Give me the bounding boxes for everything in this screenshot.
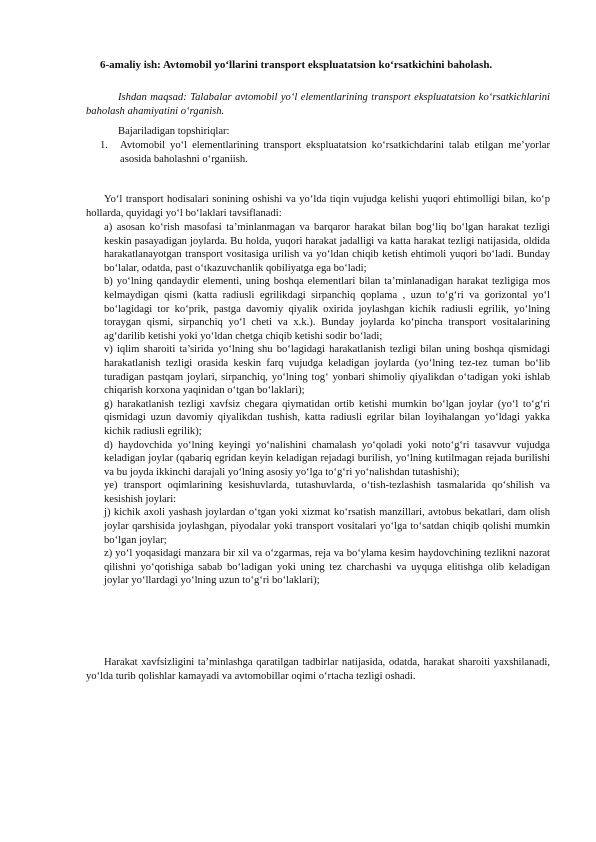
tasks-heading: Bajariladigan topshiriqlar: xyxy=(118,126,230,137)
goal-paragraph: Ishdan maqsad: Talabalar avtomobil yo‘l elementlarining transport ekspluatatsion ko‘rsatkichlarini baholash ahamiyatini o‘rganish. xyxy=(86,92,550,117)
list-item: v) iqlim sharoiti ta’sirida yo‘lning shu bo‘lagidagi harakatlanish tezligi bilan uning boshqa qismidagi harakatlanish tezligi orasida keskin farq vujudga keladigan joylarda (yo‘lning tez-tez tuman bo‘lib turadigan pastqam joylari, sirpanchiq, yo‘lning tog‘ yonbari shimoliy qiyalikdan o‘tadigan yoki ishlab chiqarish korxona yaqinidan o‘tgan bo‘laklari); xyxy=(104,344,550,397)
intro-paragraph: Yo‘l transport hodisalari sonining oshishi va yo‘lda tiqin vujudga kelishi yuqori ehtimolligi bilan, ko‘p hollarda, quyidagi yo‘l bo‘laklari tavsiflanadi: xyxy=(86,194,550,219)
task-text: Avtomobil yo‘l elementlarining transport ekspluatatsion ko‘rsatkichdarini talab etilgan me’yorlar asosida baholashni o‘rganiish. xyxy=(120,140,550,165)
list-item: g) harakatlanish tezligi xavfsiz chegara qiymatidan ortib ketishi mumkin bo‘lgan joylar (yo‘l to‘g‘ri qismidagi uzun davomiy qiyalikdan tushish, katta radiusli egrilar bilan loyihalangan yo‘ldagi yakka kichik radiusli egrilik); xyxy=(104,398,550,437)
hazard-list xyxy=(104,221,550,588)
list-item: a) asosan ko‘rish masofasi ta’minlanmagan va barqaror harakat bilan bog‘liq bo‘lgan harakat tezligi keskin pasayadigan joylarda. Bu holda, yuqori harakat jadalligi va katta harakat tezligi natijasida, oldida harakatlanayotgan transport vositasiga urilish va yo‘ldan chiqib ketish ehtimoli yuqori bo‘ladi. Bunday bo‘lalar, odatda, past o‘tkazuvchanlik qobiliyatga ega bo‘ladi; xyxy=(104,222,550,274)
list-item: z) yo‘l yoqasidagi manzara bir xil va o‘zgarmas, reja va bo‘ylama kesim haydovchining tezlikni nazorat qilishni yo‘qotishiga sabab bo‘ladigan yoki uning tez charchashi va uyquga elitishga olib keladigan joylar yo‘llardagi yo‘lning uzun to‘g‘ri bo‘laklari); xyxy=(104,548,550,587)
list-item: b) yo‘lning qandaydir elementi, uning boshqa elementlari bilan ta’minlanadigan harakat tezligiga mos kelmaydigan qismi (katta radiusli egrilikdagi sirpanchiq qoplama , uzun to‘g‘ri va gorizontal yo‘l bo‘lagidagi tor ko‘prik, pastga davomiy qiyalik oxirida joylashgan kichik radiusli egrilik, yo‘lning toraygan qismi, sirpanchiq yo‘l cheti va x.k.). Bunday joylarda ko‘pincha transport vositalarining ag‘darilib ketishi yoki yo‘ldan chetga chiqib ketishi sodir bo‘ladi; xyxy=(104,276,550,342)
list-item: j) kichik axoli yashash joylardan o‘tgan yoki xizmat ko‘rsatish manzillari, avtobus bekatlari, dam olish joylar qarshisida joylashgan, piyodalar yoki transport vositalari yo‘lga to‘satdan chiqib qolishi mumkin bo‘lgan joylar; xyxy=(104,507,550,546)
list-item: ye) transport oqimlarining kesishuvlarda, tutashuvlarda, o‘tish-tezlashish tasmalarida qo‘shilish va kesishish joylari: xyxy=(104,480,550,505)
document-title: 6-amaliy ish: Avtomobil yo‘llarini transport ekspluatatsion ko‘rsatkichini baholash. xyxy=(100,59,493,71)
task-number: 1. xyxy=(100,140,108,151)
conclusion-paragraph: Harakat xavfsizligini ta’minlashga qaratilgan tadbirlar natijasida, odatda, harakat sharoiti yaxshilanadi, yo‘lda turib qolishlar kamayadi va avtomobillar oqimi o‘rtacha tezligi oshadi. xyxy=(86,657,550,682)
list-item: d) haydovchida yo‘lning keyingi yo‘nalishini chamalash yo‘qoladi yoki noto‘g‘ri tasavvur vujudga keladigan joylar (qabariq egridan keyin keladigan rejadagi burilish, yo‘lning kutilmagan rejada burilishi va bu joyda ikkinchi darajali yo‘lning asosiy yo‘lga to‘g‘ri yo‘nalishdan tutashishi); xyxy=(104,439,550,478)
